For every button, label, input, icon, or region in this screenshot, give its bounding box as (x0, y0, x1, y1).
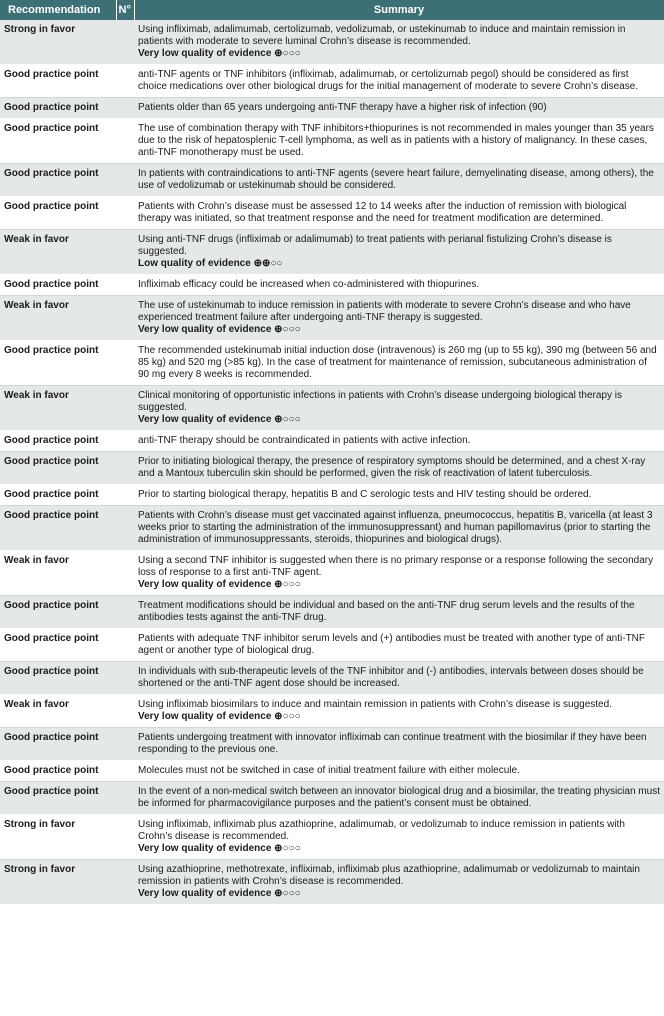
number-cell (116, 629, 134, 662)
recommendation-cell: Strong in favor (0, 815, 116, 860)
summary-text: Infliximab efficacy could be increased when co-administered with thiopurines. (138, 279, 480, 290)
table-row (0, 230, 664, 275)
recommendation-cell: Good practice point (0, 662, 116, 695)
number-cell (116, 341, 134, 386)
summary-cell (134, 275, 664, 296)
table-row (0, 431, 664, 452)
recommendation-cell: Good practice point (0, 728, 116, 761)
summary-text: Patients with adequate TNF inhibitor serum levels and (+) antibodies must be treated with another type of anti-TNF agent or another type of biological drug. (138, 633, 646, 656)
recommendation-cell: Good practice point (0, 431, 116, 452)
summary-text: In patients with contraindications to anti-TNF agents (severe heart failure, demyelinating disease, among others), the use of vedolizumab or ustekinumab should be considered. (138, 168, 654, 191)
summary-text: Using a second TNF inhibitor is suggested when there is no primary response or a response following the secondary loss of response to a first anti-TNF agent. (138, 555, 654, 578)
recommendation-cell: Good practice point (0, 782, 116, 815)
recommendation-cell: Good practice point (0, 275, 116, 296)
table-row (0, 386, 664, 431)
summary-cell (134, 506, 664, 551)
recommendation-cell: Good practice point (0, 197, 116, 230)
table-row (0, 596, 664, 629)
summary-cell (134, 728, 664, 761)
recommendation-cell: Weak in favor (0, 551, 116, 596)
number-cell (116, 596, 134, 629)
summary-cell (134, 341, 664, 386)
recommendation-cell: Good practice point (0, 452, 116, 485)
summary-cell (134, 431, 664, 452)
table-row (0, 341, 664, 386)
summary-cell (134, 386, 664, 431)
table-row (0, 761, 664, 782)
number-cell (116, 431, 134, 452)
summary-cell (134, 230, 664, 275)
evidence-quality: Very low quality of evidence ⊕○○○ (138, 414, 301, 425)
table-row (0, 485, 664, 506)
recommendation-cell: Good practice point (0, 341, 116, 386)
number-cell (116, 296, 134, 341)
summary-text: Prior to starting biological therapy, hepatitis B and C serologic tests and HIV testing should be ordered. (138, 489, 592, 500)
table-row (0, 629, 664, 662)
evidence-quality: Low quality of evidence ⊕⊕○○ (138, 258, 283, 269)
number-cell (116, 20, 134, 65)
number-cell (116, 119, 134, 164)
summary-cell (134, 629, 664, 662)
recommendation-cell: Good practice point (0, 119, 116, 164)
number-cell (116, 230, 134, 275)
summary-cell (134, 164, 664, 197)
recommendation-cell: Good practice point (0, 164, 116, 197)
number-cell (116, 164, 134, 197)
evidence-quality: Very low quality of evidence ⊕○○○ (138, 48, 301, 59)
summary-text: Using anti-TNF drugs (infliximab or adalimumab) to treat patients with perianal fistulizing Crohn’s disease is suggested. (138, 234, 612, 257)
number-cell (116, 485, 134, 506)
number-cell (116, 728, 134, 761)
table-row (0, 98, 664, 119)
summary-text: Molecules must not be switched in case of initial treatment failure with either molecule. (138, 765, 520, 776)
recommendation-cell: Good practice point (0, 65, 116, 98)
summary-cell (134, 761, 664, 782)
table-row (0, 197, 664, 230)
number-cell (116, 275, 134, 296)
table-row (0, 782, 664, 815)
number-cell (116, 860, 134, 905)
summary-text: anti-TNF therapy should be contraindicated in patients with active infection. (138, 435, 471, 446)
summary-cell (134, 98, 664, 119)
summary-text: anti-TNF agents or TNF inhibitors (infliximab, adalimumab, or certolizumab pegol) should be considered as first choice medications over other biological drugs for the initial management of moderate to severe Crohn’s disease. (138, 69, 639, 92)
summary-cell (134, 596, 664, 629)
summary-text: Using infliximab biosimilars to induce and maintain remission in patients with Crohn’s disease is suggested. (138, 699, 612, 710)
header-summary: Summary (134, 0, 664, 20)
number-cell (116, 551, 134, 596)
recommendation-cell: Good practice point (0, 761, 116, 782)
summary-text: Prior to initiating biological therapy, the presence of respiratory symptoms should be determined, and a chest X-ray and a Mantoux tuberculin skin should be performed, given the risk of reactivation of latent tuberculosis. (138, 456, 646, 479)
summary-cell (134, 119, 664, 164)
recommendation-cell: Weak in favor (0, 386, 116, 431)
number-cell (116, 98, 134, 119)
table-row (0, 695, 664, 728)
evidence-quality: Very low quality of evidence ⊕○○○ (138, 843, 301, 854)
table-row (0, 275, 664, 296)
number-cell (116, 452, 134, 485)
header-number: N° (116, 0, 134, 20)
table-row (0, 452, 664, 485)
summary-cell (134, 782, 664, 815)
table-row (0, 728, 664, 761)
recommendation-cell: Good practice point (0, 506, 116, 551)
table-row (0, 860, 664, 905)
number-cell (116, 386, 134, 431)
summary-text: Using infliximab, infliximab plus azathioprine, adalimumab, or vedolizumab to induce remission in patients with Crohn’s disease is recommended. (138, 819, 625, 842)
summary-cell (134, 551, 664, 596)
recommendation-cell: Good practice point (0, 596, 116, 629)
evidence-quality: Very low quality of evidence ⊕○○○ (138, 579, 301, 590)
summary-text: Clinical monitoring of opportunistic infections in patients with Crohn’s disease undergoing biological therapy is suggested. (138, 390, 622, 413)
recommendation-cell: Strong in favor (0, 20, 116, 65)
table-row (0, 20, 664, 65)
number-cell (116, 197, 134, 230)
table-body (0, 20, 664, 905)
summary-text: Patients undergoing treatment with innovator infliximab can continue treatment with the biosimilar if they have been responding to the previous one. (138, 732, 647, 755)
summary-text: The recommended ustekinumab initial induction dose (intravenous) is 260 mg (up to 55 kg), 390 mg (between 56 and 85 kg) and 520 mg (>85 kg). In the case of treatment for maintenance of remission, subcutaneous administration of 90 mg every 8 weeks is recommended. (138, 345, 657, 380)
summary-cell (134, 485, 664, 506)
number-cell (116, 506, 134, 551)
summary-cell (134, 695, 664, 728)
summary-text: Using azathioprine, methotrexate, infliximab, infliximab plus azathioprine, adalimumab or vedolizumab to maintain remission in patients with Crohn’s disease is recommended. (138, 864, 640, 887)
summary-text: Using infliximab, adalimumab, certolizumab, vedolizumab, or ustekinumab to induce and maintain remission in patients with moderate to severe luminal Crohn’s disease is recommended. (138, 24, 626, 47)
summary-text: The use of combination therapy with TNF inhibitors+thiopurines is not recommended in males younger than 35 years due to the risk of hepatosplenic T-cell lymphoma, as well as in patients with a history of malignancy. In these cases, anti-TNF monotherapy must be used. (138, 123, 654, 158)
recommendation-cell: Good practice point (0, 485, 116, 506)
recommendation-cell: Weak in favor (0, 695, 116, 728)
summary-cell (134, 815, 664, 860)
summary-cell (134, 452, 664, 485)
recommendation-cell: Good practice point (0, 98, 116, 119)
table-header-row (0, 0, 664, 20)
evidence-quality: Very low quality of evidence ⊕○○○ (138, 888, 301, 899)
number-cell (116, 782, 134, 815)
summary-cell (134, 65, 664, 98)
table-row (0, 119, 664, 164)
recommendation-cell: Strong in favor (0, 860, 116, 905)
recommendation-cell: Good practice point (0, 629, 116, 662)
table-row (0, 65, 664, 98)
number-cell (116, 65, 134, 98)
summary-text: In individuals with sub-therapeutic levels of the TNF inhibitor and (-) antibodies, intervals between doses should be shortened or the anti-TNF agent dose should be increased. (138, 666, 644, 689)
number-cell (116, 695, 134, 728)
table-row (0, 815, 664, 860)
header-recommendation: Recommendation (0, 0, 116, 20)
table-row (0, 164, 664, 197)
recommendation-cell: Weak in favor (0, 230, 116, 275)
evidence-quality: Very low quality of evidence ⊕○○○ (138, 324, 301, 335)
summary-text: Patients with Crohn’s disease must be assessed 12 to 14 weeks after the induction of remission with biological therapy was initiated, so that treatment response and the need for treatment modification are determined. (138, 201, 627, 224)
summary-cell (134, 860, 664, 905)
number-cell (116, 815, 134, 860)
summary-cell (134, 20, 664, 65)
table-row (0, 551, 664, 596)
summary-text: Patients with Crohn’s disease must get vaccinated against influenza, pneumococcus, hepatitis B, varicella (at least 3 weeks prior to starting the administration of the immunosuppressant) and human papillomavirus (prior to starting the administration of immunosuppressants, steroids, thiopurines and biological drugs). (138, 510, 653, 545)
evidence-quality: Very low quality of evidence ⊕○○○ (138, 711, 301, 722)
number-cell (116, 761, 134, 782)
summary-text: In the event of a non-medical switch between an innovator biological drug and a biosimilar, the treating physician must be informed for pharmacovigilance purposes and the patient’s consent must be obtained. (138, 786, 660, 809)
summary-cell (134, 296, 664, 341)
recommendation-cell: Weak in favor (0, 296, 116, 341)
summary-text: Patients older than 65 years undergoing anti-TNF therapy have a higher risk of infection (90) (138, 102, 547, 113)
table-row (0, 296, 664, 341)
summary-cell (134, 662, 664, 695)
table-row (0, 662, 664, 695)
number-cell (116, 662, 134, 695)
summary-cell (134, 197, 664, 230)
summary-text: Treatment modifications should be individual and based on the anti-TNF drug serum levels and the results of the antibodies tests against the anti-TNF drug. (138, 600, 635, 623)
table-row (0, 506, 664, 551)
summary-text: The use of ustekinumab to induce remission in patients with moderate to severe Crohn’s disease and who have experienced treatment failure after undergoing anti-TNF therapy is suggested. (138, 300, 631, 323)
